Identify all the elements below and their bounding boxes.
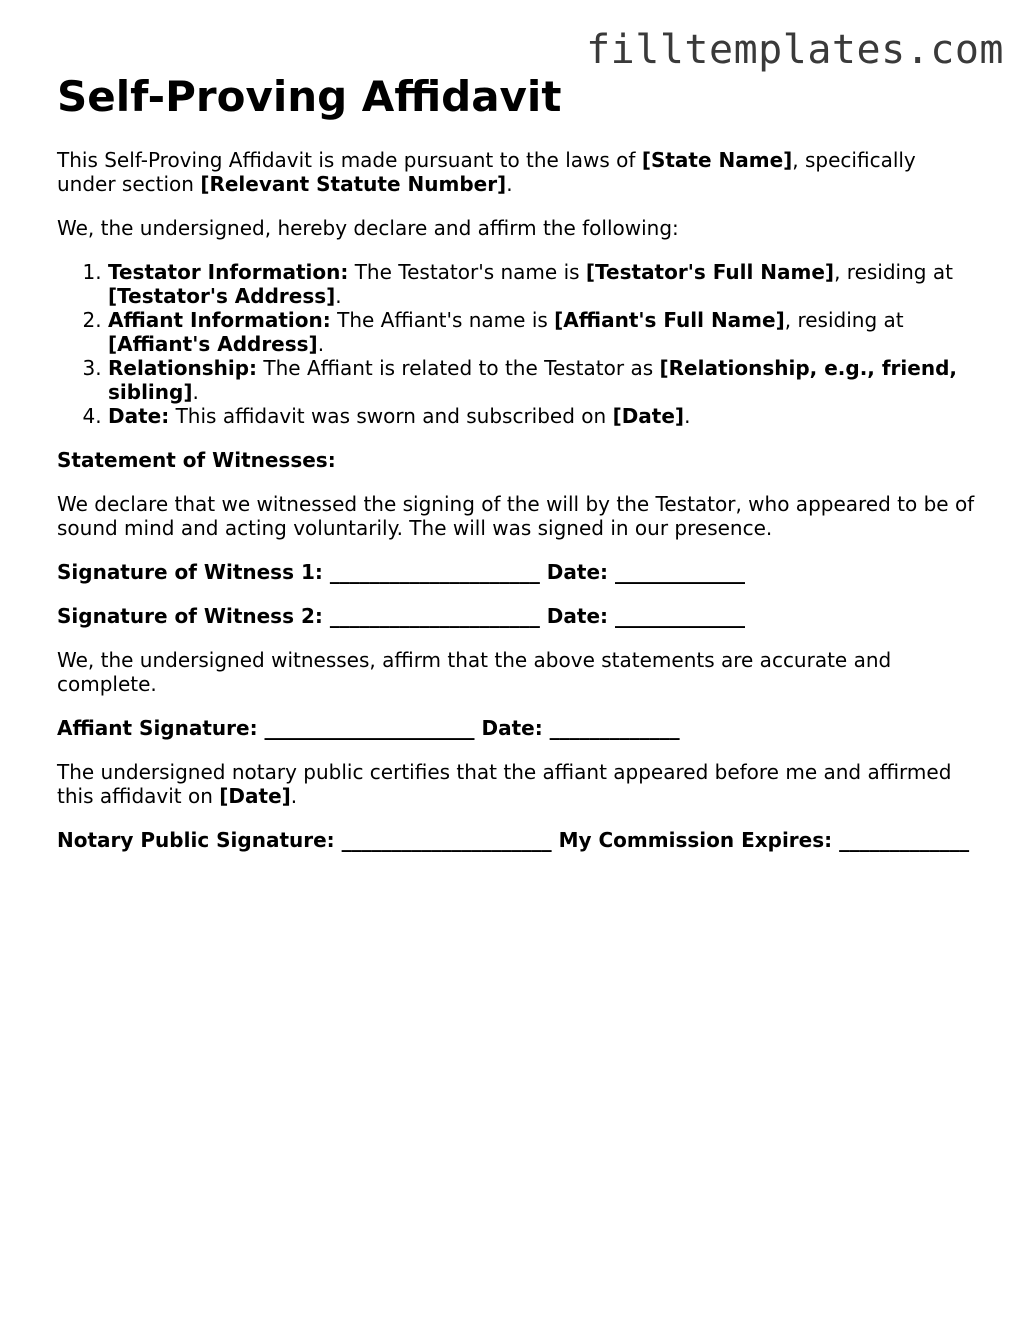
intro-text-1: This Self-Proving Affidavit is made pursuant to the laws of: [57, 148, 642, 173]
notary-text-2: .: [290, 784, 298, 809]
item-text: This affidavit was sworn and subscribed on: [169, 404, 613, 429]
watermark: filltemplates.com: [586, 27, 1004, 73]
witness-2-signature-line[interactable]: [57, 604, 977, 628]
relationship-placeholder: [Relationship, e.g., friend, sibling]: [108, 356, 957, 405]
testator-name-placeholder: [Testator's Full Name]: [585, 260, 835, 285]
declaration-text: We, the undersigned, hereby declare and affirm the following:: [57, 216, 679, 241]
affiant-signature-line[interactable]: [57, 716, 977, 740]
notary-text-1: The undersigned notary public certifies that the affiant appeared before me and affirmed this affidavit on: [57, 760, 952, 809]
notary-date-placeholder: [Date]: [219, 784, 291, 809]
item-label: Testator Information:: [108, 260, 349, 285]
item-label: Relationship:: [108, 356, 258, 381]
declaration-list: [57, 260, 977, 428]
item-label: Date:: [108, 404, 170, 429]
item-text: .: [684, 404, 691, 429]
affiant-name-placeholder: [Affiant's Full Name]: [554, 308, 785, 333]
notary-signature-text: Notary Public Signature: _____________________ My Commission Expires: _____________: [57, 828, 970, 853]
list-item-affiant: [108, 308, 977, 356]
intro-text-3: .: [506, 172, 513, 197]
document-body: [57, 72, 977, 872]
witness-1-signature-line[interactable]: [57, 560, 977, 584]
testator-address-placeholder: [Testator's Address]: [108, 284, 336, 309]
list-item-date: [108, 404, 977, 428]
witness-affirmation: We, the undersigned witnesses, affirm that the above statements are accurate and complete.: [57, 648, 892, 697]
witness-1-signature-text: Signature of Witness 1: _____________________ Date: _____________: [57, 560, 745, 585]
item-label: Affiant Information:: [108, 308, 331, 333]
witness-statement: We declare that we witnessed the signing of the will by the Testator, who appeared to be of sound mind and acting voluntarily. The will was signed in our presence.: [57, 492, 975, 541]
state-name-placeholder: [State Name]: [641, 148, 793, 173]
notary-signature-line[interactable]: [57, 828, 977, 852]
intro-text-2: , specifically under section: [57, 148, 916, 197]
witness-heading: [57, 448, 977, 472]
notary-certification: [57, 760, 977, 808]
item-text: , residing at: [834, 260, 953, 285]
item-text: .: [192, 380, 199, 405]
list-item-testator: [108, 260, 977, 308]
item-text: The Affiant's name is: [330, 308, 555, 333]
witness-2-signature-text: Signature of Witness 2: _____________________ Date: _____________: [57, 604, 745, 629]
item-text: , residing at: [784, 308, 904, 333]
item-text: The Affiant is related to the Testator as: [257, 356, 660, 381]
page-title: Self-Proving Affidavit: [57, 72, 562, 121]
list-item-relationship: [108, 356, 977, 404]
item-text: .: [317, 332, 325, 357]
affiant-address-placeholder: [Affiant's Address]: [108, 332, 318, 357]
date-placeholder: [Date]: [612, 404, 685, 429]
intro-paragraph: [57, 148, 977, 196]
witness-heading-text: Statement of Witnesses:: [57, 448, 336, 473]
item-text: The Testator's name is: [348, 260, 586, 285]
item-text: .: [335, 284, 342, 309]
statute-number-placeholder: [Relevant Statute Number]: [200, 172, 507, 197]
affiant-signature-text: Affiant Signature: _____________________ Date: _____________: [57, 716, 680, 741]
